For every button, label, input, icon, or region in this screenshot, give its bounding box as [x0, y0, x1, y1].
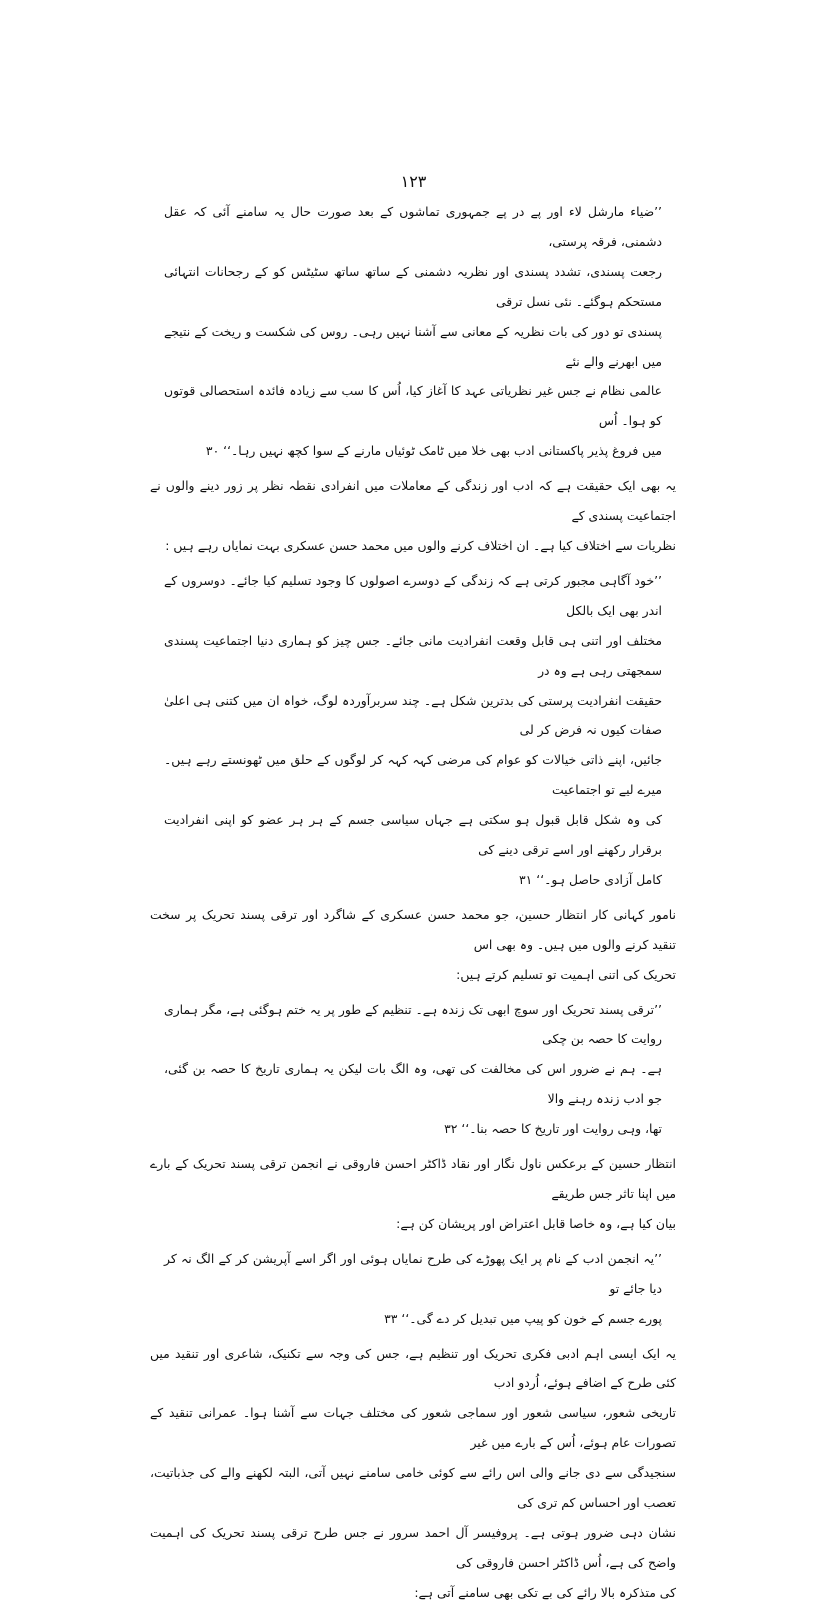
text-line: پورے جسم کے خون کو پیپ میں تبدیل کر دے گی۔‘‘ ۳۳ — [384, 1310, 662, 1326]
text-line: نظریات سے اختلاف کیا ہے۔ ان اختلاف کرنے والوں میں محمد حسن عسکری بہت نمایاں رہے ہیں : — [165, 537, 676, 553]
block-quote — [164, 197, 662, 466]
body-paragraph — [150, 900, 676, 990]
text-line: عالمی نظام نے جس غیر نظریاتی عہد کا آغاز کیا، اُس کا سب سے زیادہ فائدہ استحصالی قوتوں کو ہوا۔ اُس — [164, 383, 662, 429]
text-line: نامور کہانی کار انتظار حسین، جو محمد حسن عسکری کے شاگرد اور ترقی پسند تحریک پر سخت تنقید کرنے والوں میں ہیں۔ وہ بھی اس — [150, 906, 676, 952]
text-line: تھا، وہی روایت اور تاریخ کا حصہ بنا۔‘‘ ۳۲ — [444, 1121, 662, 1137]
text-line: سنجیدگی سے دی جانے والی اس رائے سے کوئی خامی سامنے نہیں آتی، البتہ لکھنے والے کی جذباتیت، تعصب اور احساس کم تری کی — [150, 1465, 676, 1511]
text-line: حقیقت انفرادیت پرستی کی بدترین شکل ہے۔ چند سربرآوردہ لوگ، خواہ ان میں کتنی ہی اعلیٰ صفات کیوں نہ فرض کر لی — [164, 692, 662, 738]
body-paragraph — [150, 1149, 676, 1239]
text-line: مختلف اور اتنی ہی قابل وقعت انفرادیت مانی جائے۔ جس چیز کو ہماری دنیا اجتماعیت پسندی سمجھتی رہی ہے وہ در — [164, 632, 662, 678]
body-paragraph — [150, 1339, 676, 1608]
text-line: ’’خود آگاہی مجبور کرتی ہے کہ زندگی کے دوسرے اصولوں کا وجود تسلیم کیا جائے۔ دوسروں کے اندر بھی ایک بالکل — [164, 572, 662, 618]
text-line: ہے۔ ہم نے ضرور اس کی مخالفت کی تھی، وہ الگ بات لیکن یہ ہماری تاریخ کا حصہ بن گئی، جو ادب زندہ رہنے والا — [164, 1061, 662, 1107]
block-quote — [164, 995, 662, 1145]
text-line: پسندی تو دور کی بات نظریہ کے معانی سے آشنا نہیں رہی۔ روس کی شکست و ریخت کے نتیجے میں ابھرنے والے نئے — [164, 323, 662, 369]
text-line: کی وہ شکل قابل قبول ہو سکتی ہے جہاں سیاسی جسم کے ہر ہر عضو کو اپنی انفرادیت برقرار رکھنے اور اسے ترقی دینے کی — [164, 812, 662, 858]
text-line: بیان کیا ہے، وہ خاصا قابل اعتراض اور پریشان کن ہے: — [396, 1215, 676, 1231]
text-line: ’’ضیاء مارشل لاء اور پے در پے جمہوری تماشوں کے بعد صورت حال یہ سامنے آئی کہ عقل دشمنی، فرقہ پرستی، — [164, 204, 662, 249]
text-line: تاریخی شعور، سیاسی شعور اور سماجی شعور کی مختلف جہات سے آشنا ہوا۔ عمرانی تنقید کے تصورات عام ہوئے، اُس کے بارے میں غیر — [150, 1405, 676, 1451]
text-line: رجعت پسندی، تشدد پسندی اور نظریہ دشمنی کے ساتھ ساتھ سٹیٹس کو کے رجحانات انتہائی مستحکم ہوگئے۔ نئی نسل ترقی — [164, 263, 662, 309]
text-line: انتظار حسین کے برعکس ناول نگار اور نقاد ڈاکٹر احسن فاروقی نے انجمن ترقی پسند تحریک کے بارے میں اپنا تاثر جس طریقے — [150, 1156, 676, 1201]
text-line: کی متذکرہ بالا رائے کی بے تکی بھی سامنے آتی ہے: — [414, 1584, 676, 1600]
page-number: ۱۲۳ — [400, 172, 427, 191]
block-quote — [164, 1244, 662, 1334]
page-body — [150, 197, 676, 1613]
text-line: ’’یہ انجمن ادب کے نام پر ایک پھوڑے کی طرح نمایاں ہوئی اور اگر اسے آپریشن کر کے الگ نہ کر دیا جائے تو — [164, 1250, 662, 1296]
text-line: تحریک کی اتنی اہمیت تو تسلیم کرتے ہیں: — [456, 966, 676, 982]
text-line: نشان دہی ضرور ہوتی ہے۔ پروفیسر آل احمد سرور نے جس طرح ترقی پسند تحریک کی اہمیت واضح کی ہے، اُس ڈاکٹر احسن فاروقی کی — [150, 1524, 676, 1570]
block-quote — [164, 566, 662, 895]
text-line: یہ ایک ایسی اہم ادبی فکری تحریک اور تنظیم ہے، جس کی وجہ سے تکنیک، شاعری اور تنقید میں کئی طرح کے اضافے ہوئے، اُردو ادب — [150, 1345, 676, 1391]
body-paragraph — [150, 471, 676, 561]
text-line: ’’ترقی پسند تحریک اور سوچ ابھی تک زندہ ہے۔ تنظیم کے طور پر یہ ختم ہوگئی ہے، مگر ہماری روایت کا حصہ بن چکی — [164, 1001, 662, 1047]
text-line: جائیں، اپنے ذاتی خیالات کو عوام کی مرضی کہہ کہہ کر لوگوں کے حلق میں ٹھونستے رہے ہیں۔ میرے لیے تو اجتماعیت — [164, 752, 662, 798]
text-line: میں فروغ پذیر پاکستانی ادب بھی خلا میں ٹامک ٹوئیاں مارنے کے سوا کچھ نہیں رہا۔‘‘ ۳۰ — [205, 443, 662, 459]
text-line: کامل آزادی حاصل ہو۔‘‘ ۳۱ — [519, 871, 662, 887]
text-line: یہ بھی ایک حقیقت ہے کہ ادب اور زندگی کے معاملات میں انفرادی نقطہ نظر پر زور دینے والوں نے اجتماعیت پسندی کے — [150, 478, 676, 524]
